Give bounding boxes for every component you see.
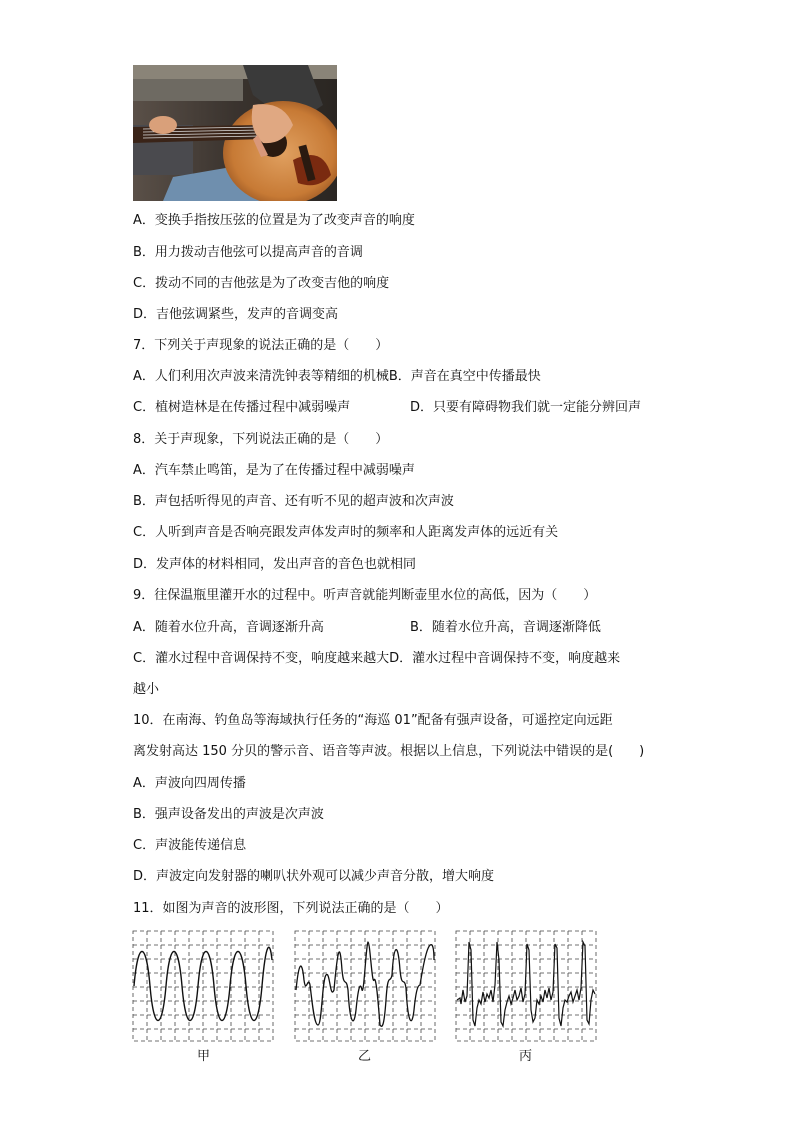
q6-option-d: D．吉他弦调紧些，发声的音调变高 xyxy=(133,307,339,322)
q9-continuation: 越小 xyxy=(133,682,160,697)
q10-stem-line2: 离发射高达 150 分贝的警示音、语音等声波。根据以上信息，下列说法中错误的是( ) xyxy=(133,744,645,759)
waveform-label-jia: 甲 xyxy=(197,1049,211,1064)
q10-stem-line1: 10．在南海、钓鱼岛等海域执行任务的“海巡 01”配备有强声设备，可遥控定向远距 xyxy=(133,713,613,728)
q6-option-a: A．变换手指按压弦的位置是为了改变声音的响度 xyxy=(133,213,415,228)
q6-option-c: C．拨动不同的吉他弦是为了改变吉他的响度 xyxy=(133,276,390,291)
q9-option-b: B．随着水位升高，音调逐渐降低 xyxy=(410,620,601,635)
q8-option-d: D．发声体的材料相同，发出声音的音色也就相同 xyxy=(133,557,417,572)
waveform-label-yi: 乙 xyxy=(358,1049,372,1064)
q7-option-d: D．只要有障碍物我们就一定能分辨回声 xyxy=(410,400,642,415)
waveform-label-bing: 丙 xyxy=(519,1049,533,1064)
q9-stem: 9．往保温瓶里灌开水的过程中。听声音就能判断壶里水位的高低，因为（ ） xyxy=(133,588,597,603)
q9-options-cd: C．灌水过程中音调保持不变，响度越来越大D．灌水过程中音调保持不变，响度越来 xyxy=(133,651,621,666)
waveform-bing xyxy=(455,930,597,1042)
guitar-photo xyxy=(133,65,337,201)
q8-option-a: A．汽车禁止鸣笛，是为了在传播过程中减弱噪声 xyxy=(133,463,415,478)
q8-option-c: C．人听到声音是否响亮跟发声体发声时的频率和人距离发声体的远近有关 xyxy=(133,525,559,540)
q7-options-ab: A．人们利用次声波来清洗钟表等精细的机械B．声音在真空中传播最快 xyxy=(133,369,541,384)
waveform-yi xyxy=(294,930,436,1042)
q7-stem: 7．下列关于声现象的说法正确的是（ ） xyxy=(133,338,389,353)
q10-option-a: A．声波向四周传播 xyxy=(133,776,246,791)
q7-option-c: C．植树造林是在传播过程中减弱噪声 xyxy=(133,400,351,415)
q9-option-a: A．随着水位升高，音调逐渐升高 xyxy=(133,620,324,635)
q6-option-b: B．用力拨动吉他弦可以提高声音的音调 xyxy=(133,245,363,260)
q10-option-c: C．声波能传递信息 xyxy=(133,838,247,853)
q10-option-b: B．强声设备发出的声波是次声波 xyxy=(133,807,324,822)
waveform-jia xyxy=(132,930,274,1042)
q8-option-b: B．声包括听得见的声音、还有听不见的超声波和次声波 xyxy=(133,494,454,509)
q8-stem: 8．关于声现象，下列说法正确的是（ ） xyxy=(133,432,389,447)
q10-option-d: D．声波定向发射器的喇叭状外观可以减少声音分散，增大响度 xyxy=(133,869,495,884)
q11-stem: 11．如图为声音的波形图，下列说法正确的是（ ） xyxy=(133,901,449,916)
